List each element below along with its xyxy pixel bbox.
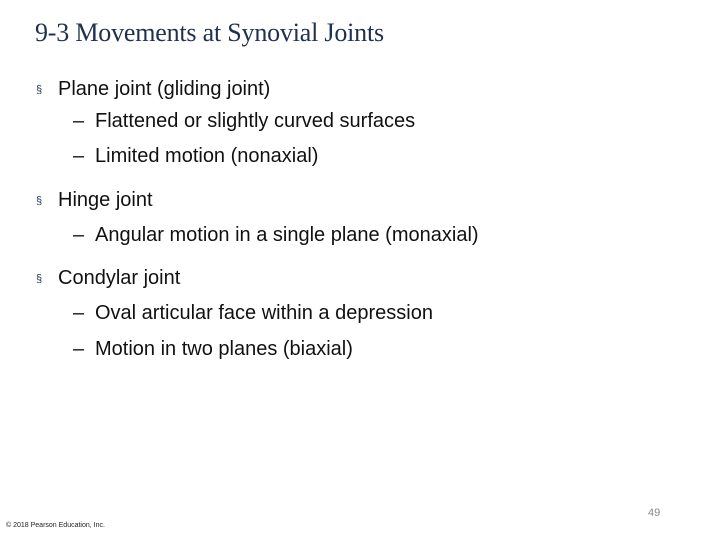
sub-bullet-text: Limited motion (nonaxial) [95,145,319,167]
bullet-condylar-joint [36,266,180,291]
page-number: 49 [648,507,661,519]
bullet-marker: § [36,84,43,96]
sub-bullet [73,144,318,168]
sub-marker: – [73,338,85,360]
bullet-text: Condylar joint [58,267,181,289]
sub-bullet-text: Angular motion in a single plane (monaxial) [95,224,479,246]
bullet-marker: § [36,195,43,207]
bullet-hinge-joint [36,188,153,213]
bullet-text: Hinge joint [58,189,153,211]
sub-marker: – [73,224,85,246]
sub-bullet [73,109,415,133]
sub-bullet [73,223,479,247]
sub-bullet-text: Motion in two planes (biaxial) [95,338,353,360]
bullet-text: Plane joint (gliding joint) [58,78,271,100]
sub-bullet-text: Oval articular face within a depression [95,302,433,324]
sub-bullet [73,301,433,325]
slide-body [36,0,696,540]
sub-marker: – [73,110,85,132]
sub-marker: – [73,145,85,167]
bullet-plane-joint [36,77,270,102]
bullet-marker: § [36,273,43,285]
sub-bullet [73,337,353,361]
sub-bullet-text: Flattened or slightly curved surfaces [95,110,416,132]
slide-title: 9-3 Movements at Synovial Joints [35,18,384,47]
copyright-footer: © 2018 Pearson Education, Inc. [6,522,105,529]
sub-marker: – [73,302,85,324]
